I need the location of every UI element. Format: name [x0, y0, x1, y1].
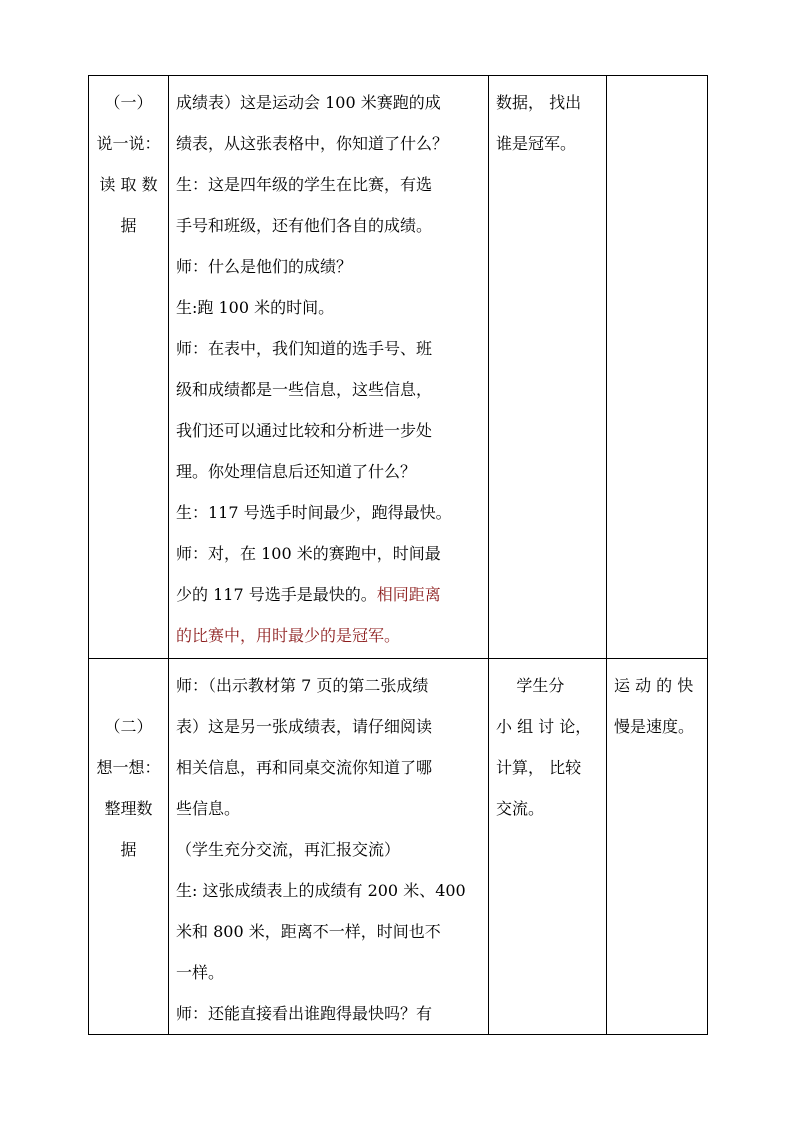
text-line: 数据， 找出 [496, 93, 582, 112]
design-note-cell [607, 659, 708, 1035]
text-line: 成绩表）这是运动会 100 米赛跑的成 [176, 93, 441, 112]
stage-title: 说一说： [96, 134, 161, 153]
text-highlight-line: 的比赛中，用时最少的是冠军。 [176, 626, 401, 645]
student-activity-cell [489, 659, 607, 1035]
text-line: 慢是速度。 [614, 717, 695, 736]
text-line [176, 574, 481, 615]
text-highlight: 相同距离 [376, 585, 441, 604]
text-line: 师：在表中，我们知道的选手号、班 [176, 339, 433, 358]
text-line: 相关信息，再和同桌交流你知道了哪 [176, 758, 433, 777]
text-line: 理。你处理信息后还知道了什么？ [176, 462, 417, 481]
text-line: 师：还能直接看出谁跑得最快吗？有 [176, 1004, 433, 1023]
text-line: 小 组 讨 论， [496, 717, 592, 736]
text-line: 交流。 [496, 799, 545, 818]
text-line: 级和成绩都是一些信息，这些信息， [176, 380, 433, 399]
stage-subtitle: 据 [120, 216, 137, 235]
text-line: 计算， 比较 [496, 758, 582, 777]
text-line: 学生分 [496, 676, 565, 695]
text-line: 生: 这张成绩表上的成绩有 200 米、400 [176, 881, 466, 900]
text-line: 师：对，在 100 米的赛跑中，时间最 [176, 544, 441, 563]
text-line: 生：这是四年级的学生在比赛，有选 [176, 175, 433, 194]
text-line: 米和 800 米，距离不一样，时间也不 [176, 922, 441, 941]
text-line: 手号和班级，还有他们各自的成绩。 [176, 216, 433, 235]
table-row [89, 76, 708, 659]
table-row [89, 659, 708, 1035]
lesson-plan-table [88, 75, 708, 1035]
text-line: 生:跑 100 米的时间。 [176, 298, 335, 317]
text-line: 师：什么是他们的成绩？ [176, 257, 353, 276]
stage-title: 想一想： [96, 758, 161, 777]
text-line: 生：117 号选手时间最少，跑得最快。 [176, 503, 452, 522]
stage-subtitle: 读 取 数 [99, 175, 158, 194]
text-line: 师：（出示教材第 7 页的第二张成绩 [176, 676, 429, 695]
text-line: 绩表，从这张表格中，你知道了什么？ [176, 134, 449, 153]
stage-subtitle: 整理数 [104, 799, 153, 818]
stage-cell [89, 659, 169, 1035]
text-line: （学生充分交流，再汇报交流） [176, 840, 401, 859]
student-activity-cell [489, 76, 607, 659]
text-line: 谁是冠军。 [496, 134, 577, 153]
text-normal: 少的 117 号选手是最快的。 [176, 585, 377, 604]
text-line: 一样。 [176, 963, 225, 982]
teaching-process-cell [169, 659, 489, 1035]
text-line: 运 动 的 快 [614, 676, 694, 695]
stage-number: （一） [104, 93, 153, 112]
text-line: 表）这是另一张成绩表，请仔细阅读 [176, 717, 433, 736]
stage-subtitle: 据 [120, 840, 137, 859]
teaching-process-cell [169, 76, 489, 659]
stage-cell [89, 76, 169, 659]
text-line: 些信息。 [176, 799, 241, 818]
design-note-cell [607, 76, 708, 659]
stage-number: （二） [104, 717, 153, 736]
text-line: 我们还可以通过比较和分析进一步处 [176, 421, 433, 440]
